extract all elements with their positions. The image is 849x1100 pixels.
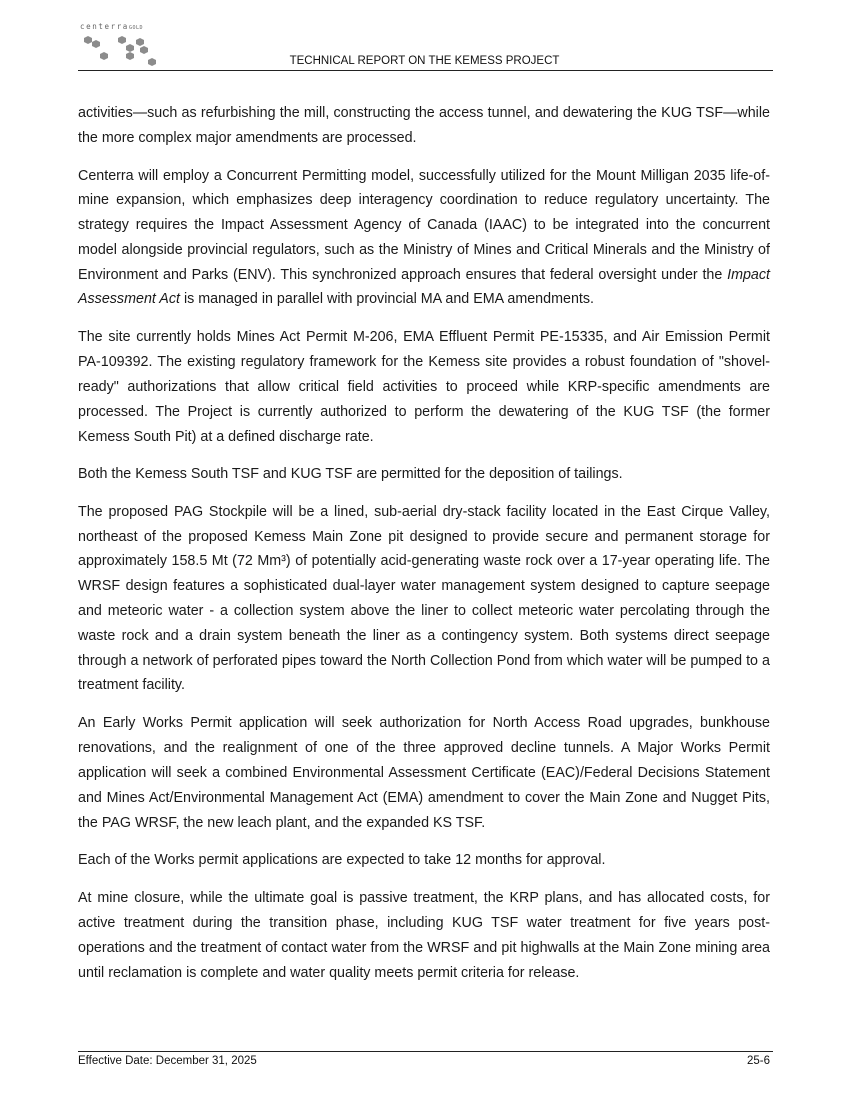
logo-text-small: GOLD xyxy=(128,25,143,31)
report-body xyxy=(78,101,770,998)
paragraph-2-act-name: Impact Assessment Act xyxy=(78,266,770,308)
report-title: TECHNICAL REPORT ON THE KEMESS PROJECT xyxy=(289,55,560,67)
footer-divider xyxy=(78,1051,773,1052)
paragraph-3: The site currently holds Mines Act Permit M-206, EMA Effluent Permit PE-15335, and Air Emission Permit PA-109392. The existing regulatory framework for the Kemess site provides a robust foundation of "shovel-ready" authorizations that allow critical field activities to proceed while KRP-specific amendments are processed. The Project is currently authorized to perform the dewatering of the KUG TSF (the former Kemess South Pit) at a defined discharge rate. xyxy=(78,328,770,445)
paragraph-8: At mine closure, while the ultimate goal is passive treatment, the KRP plans, and has allocated costs, for active treatment during the transition phase, including KUG TSF water treatment for five years post-operations and the treatment of contact water from the WRSF and pit highwalls at the Main Zone mining area until reclamation is complete and water quality meets permit criteria for release. xyxy=(78,889,770,981)
paragraph-4: Both the Kemess South TSF and KUG TSF are permitted for the deposition of tailings. xyxy=(78,466,623,483)
logo-text xyxy=(80,22,143,31)
paragraph-2-text-a: Centerra will employ a Concurrent Permitting model, successfully utilized for the Mount Milligan 2035 life-of-mine expansion, which emphasizes deep interagency coordination to reduce regulatory uncertainty. The strategy requires the Impact Assessment Agency of Canada (IAAC) to be integrated into the concurrent model alongside provincial regulators, such as the Ministry of Mines and Critical Minerals and the Ministry of Environment and Parks (ENV). This synchronized approach ensures that federal oversight under the xyxy=(78,167,770,283)
logo-text-main: centerra xyxy=(80,22,129,31)
paragraph-5: The proposed PAG Stockpile will be a lined, sub-aerial dry-stack facility located in the East Cirque Valley, northeast of the proposed Kemess Main Zone pit designed to provide secure and permanent storage for approximately 158.5 Mt (72 Mm³) of potentially acid-generating waste rock over a 17-year operating life. The WRSF design features a sophisticated dual-layer water management system designed to capture seepage and meteoric water - a collection system above the liner to collect meteoric water percolating through the waste rock and a drain system beneath the liner as a contingency system. Both systems direct seepage through a network of perforated pipes toward the North Collection Pond from which water will be pumped to a treatment facility. xyxy=(78,503,770,694)
page-number: 25-6 xyxy=(746,1055,770,1067)
effective-date: Effective Date: December 31, 2025 xyxy=(78,1055,257,1067)
header-divider xyxy=(78,70,773,71)
paragraph-6: An Early Works Permit application will seek authorization for North Access Road upgrades, bunkhouse renovations, and the realignment of one of the three approved decline tunnels. A Major Works Permit application will seek a combined Environmental Assessment Certificate (EAC)/Federal Decisions Statement and Mines Act/Environmental Management Act (EMA) amendment to cover the Main Zone and Nugget Pits, the PAG WRSF, the new leach plant, and the expanded KS TSF. xyxy=(78,714,770,831)
paragraph-2-text-b: is managed in parallel with provincial MA and EMA amendments. xyxy=(179,291,594,308)
paragraph-7: Each of the Works permit applications are expected to take 12 months for approval. xyxy=(78,852,606,869)
paragraph-1: activities—such as refurbishing the mill, constructing the access tunnel, and dewatering the KUG TSF—while the more complex major amendments are processed. xyxy=(78,105,770,146)
paragraph-2 xyxy=(78,164,770,313)
